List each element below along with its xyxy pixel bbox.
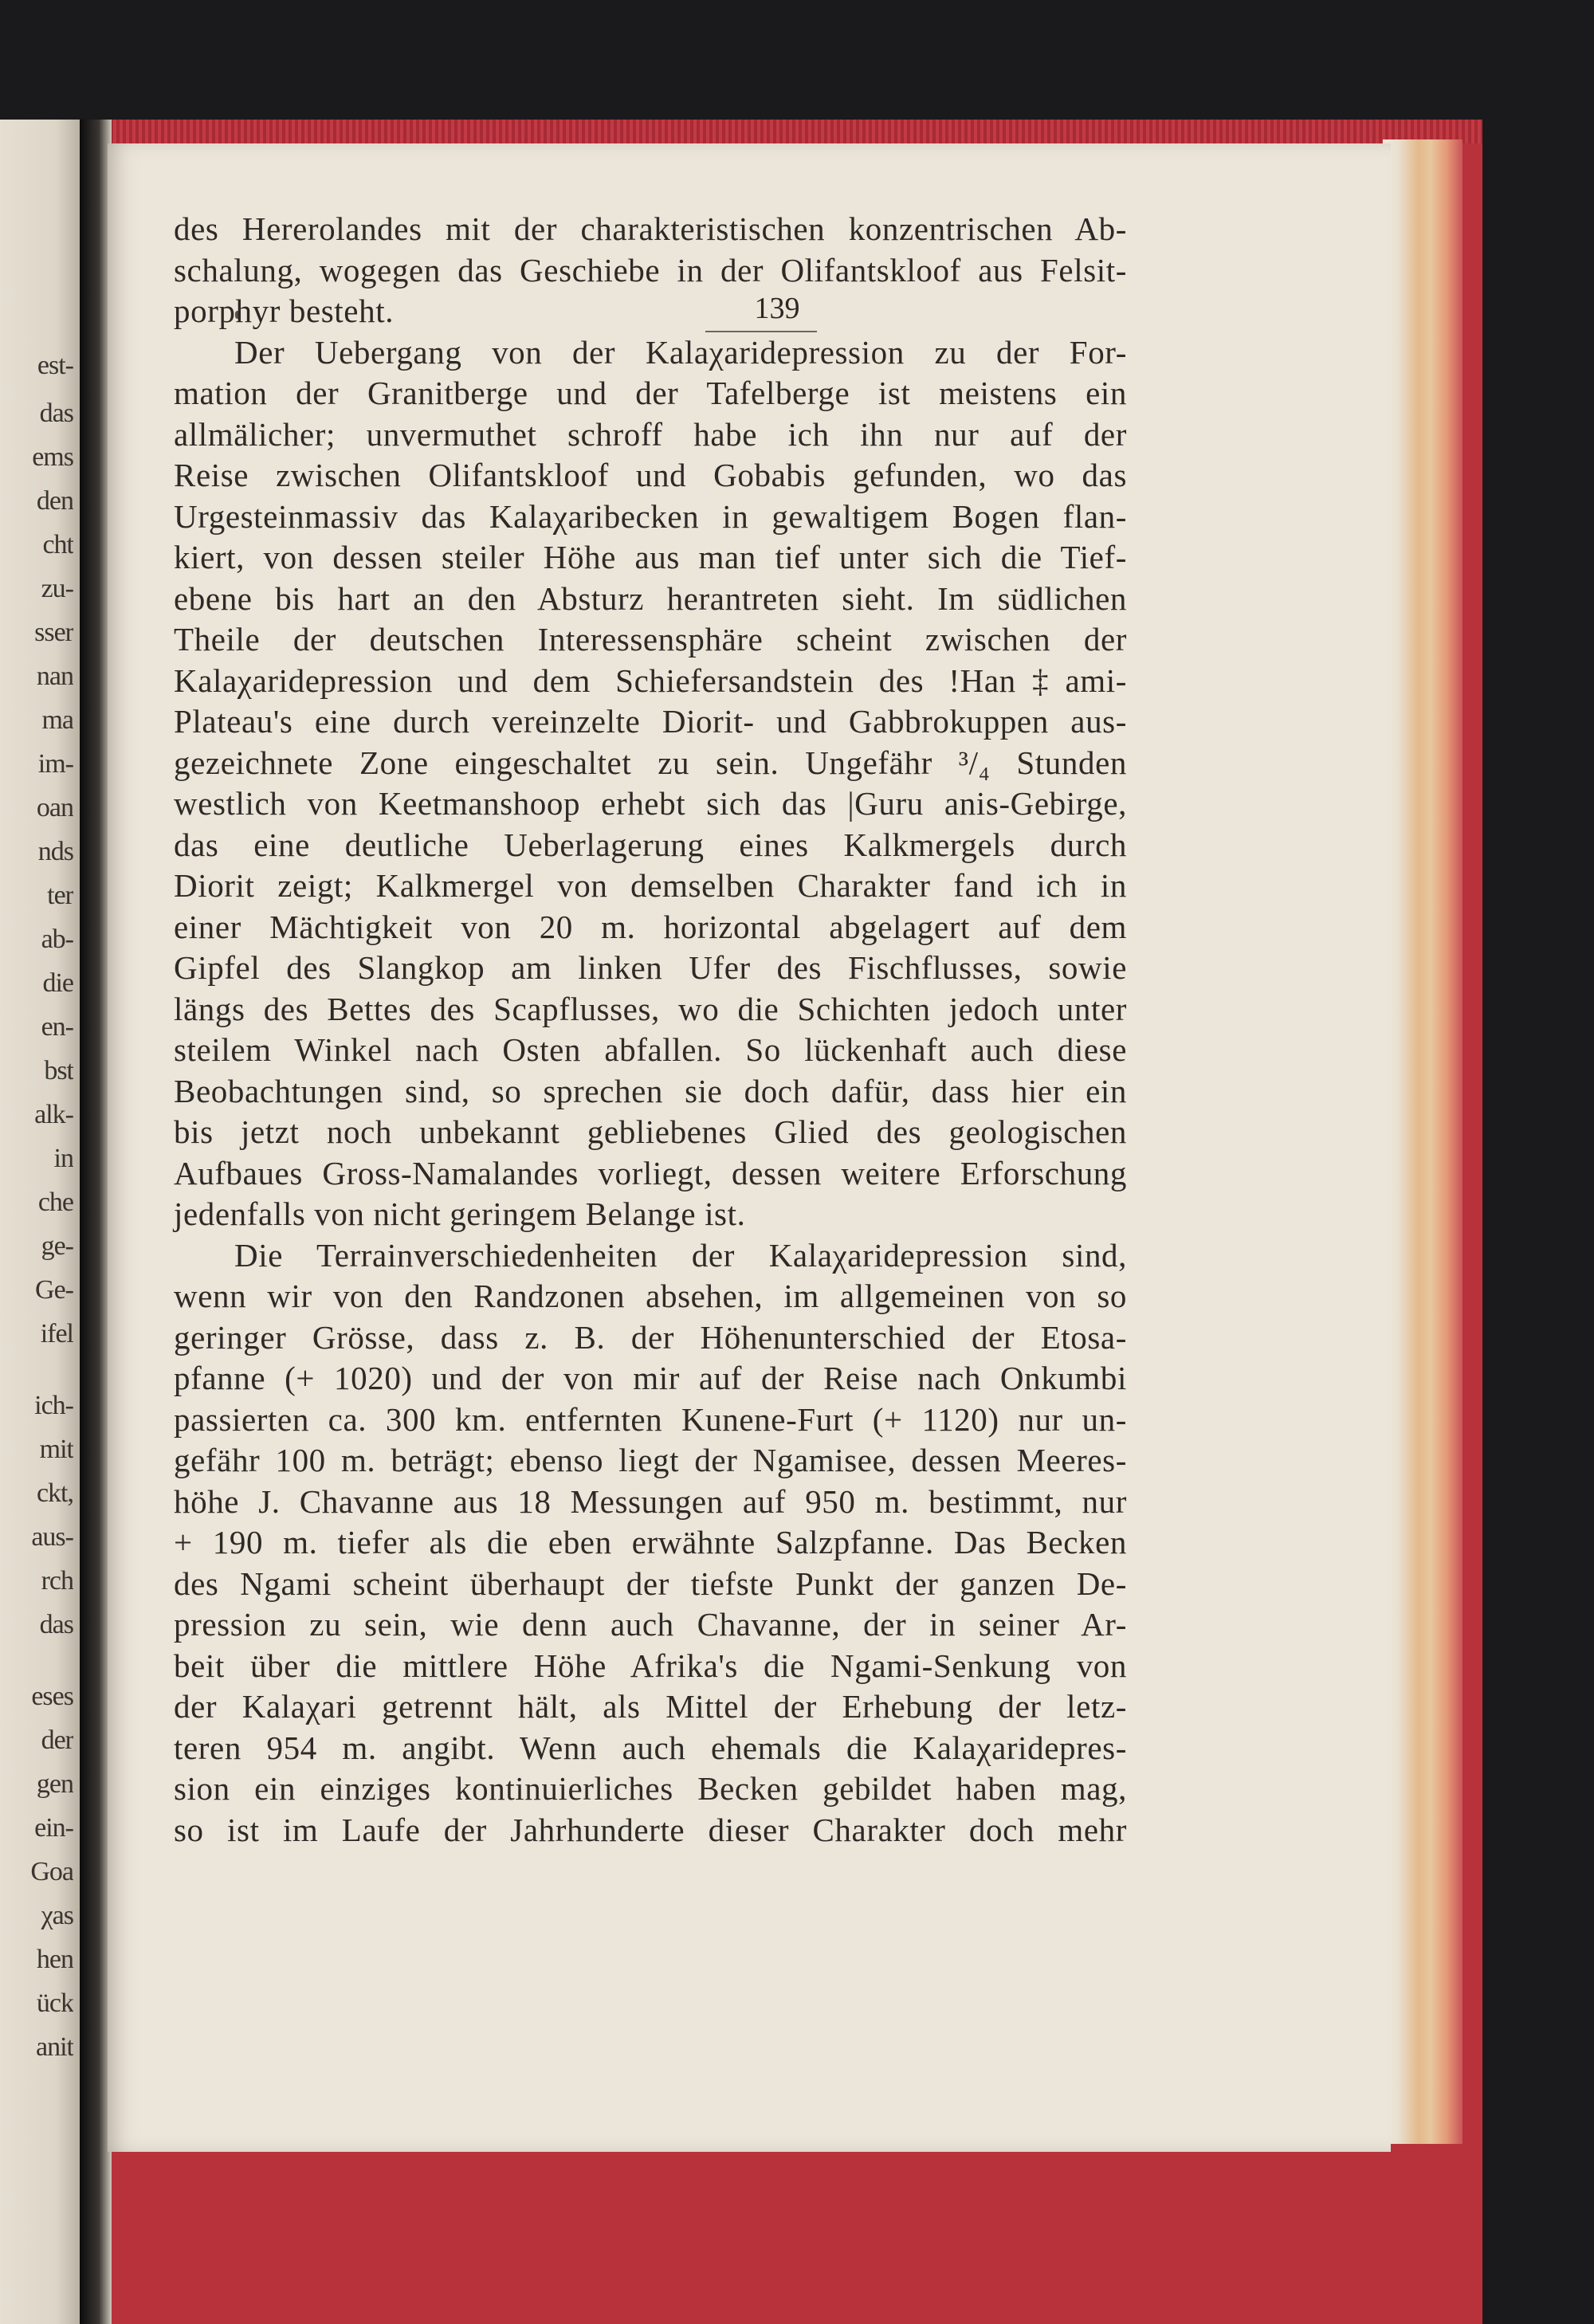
previous-page-fragment: ifel <box>40 1319 73 1348</box>
text-line: schalung, wogegen das Geschiebe in der Olifantskloof aus Felsit- <box>174 251 1127 289</box>
text-line: gefähr 100 m. beträgt; ebenso liegt der Ngamisee, dessen Meeres- <box>174 1442 1127 1478</box>
previous-page-fragment: aus- <box>31 1522 73 1552</box>
text-line: passierten ca. 300 km. entfernten Kunene-Furt (+ 1120) nur un- <box>174 1400 1127 1438</box>
text-line: westlich von Keetmanshoop erhebt sich das |Guru anis-Gebirge, <box>174 785 1127 822</box>
previous-page-fragment: ück <box>36 1988 73 2018</box>
previous-page-fragment: cht <box>42 530 73 559</box>
previous-page-fragment: nan <box>36 661 73 691</box>
text-line: teren 954 m. angibt. Wenn auch ehemals die Kalaχaridepres- <box>174 1729 1127 1766</box>
text-line: Theile der deutschen Interessensphäre scheint zwischen der <box>174 621 1127 658</box>
previous-page-fragment: ckt, <box>36 1478 73 1508</box>
text-line: Urgesteinmassiv das Kalaχaribecken in gewaltigem Bogen flan- <box>174 497 1127 535</box>
previous-page-fragment: che <box>37 1188 73 1217</box>
text-line: höhe J. Chavanne aus 18 Messungen auf 950 m. bestimmt, nur <box>174 1482 1127 1520</box>
text-line: Gipfel des Slangkop am linken Ufer des Fischflusses, sowie <box>174 949 1127 986</box>
text-line: so ist im Laufe der Jahrhunderte dieser Charakter doch mehr <box>174 1811 1127 1848</box>
previous-page-fragment: in <box>53 1144 73 1173</box>
text-line: sion ein einziges kontinuierliches Becken gebildet haben mag, <box>174 1770 1127 1807</box>
text-line: allmälicher; unvermuthet schroff habe ich ihn nur auf der <box>174 415 1127 453</box>
page-edges <box>1383 139 1462 2144</box>
previous-page-fragment: Goa <box>30 1857 73 1886</box>
text-line: steilem Winkel nach Osten abfallen. So lückenhaft auch diese <box>174 1031 1127 1068</box>
previous-page-fragment: mit <box>39 1435 73 1464</box>
text-line: gezeichnete Zone eingeschaltet zu sein. Ungefähr ³/₄ Stunden <box>174 744 1127 781</box>
previous-page-fragment: ems <box>32 442 73 472</box>
previous-page-fragment: oan <box>36 793 73 822</box>
previous-page-fragment: sser <box>34 618 73 647</box>
text-line: des Ngami scheint überhaupt der tiefste Punkt der ganzen De- <box>174 1564 1127 1602</box>
text-line: Beobachtungen sind, so sprechen sie doch dafür, dass hier ein <box>174 1072 1127 1109</box>
previous-page-fragment: der <box>41 1725 73 1755</box>
text-line: Aufbaues Gross-Namalandes vorliegt, dessen weitere Erforschung <box>174 1154 1127 1191</box>
text-line: pression zu sein, wie denn auch Chavanne, der in seiner Ar- <box>174 1606 1127 1643</box>
text-line: jedenfalls von nicht geringem Belange ist. <box>174 1195 746 1232</box>
previous-page-fragment: ma <box>41 705 73 735</box>
previous-page-fragment: eses <box>31 1682 73 1711</box>
body-text <box>174 209 1127 1851</box>
text-line: Kalaχaridepression und dem Schiefersandstein des !Han‡ami- <box>174 661 1127 699</box>
text-line: mation der Granitberge und der Tafelberge ist meistens ein <box>174 375 1127 411</box>
text-line: kiert, von dessen steiler Höhe aus man tief unter sich die Tief- <box>174 539 1127 575</box>
text-line: bis jetzt noch unbekannt gebliebenes Glied des geologischen <box>174 1113 1127 1150</box>
text-line: das eine deutliche Ueberlagerung eines Kalkmergels durch <box>174 826 1127 863</box>
text-line: des Hererolandes mit der charakteristischen konzentrischen Ab- <box>174 210 1127 247</box>
previous-page-fragment: das <box>39 1610 73 1639</box>
text-line: Plateau's eine durch vereinzelte Diorit- und Gabbrokuppen aus- <box>174 703 1127 740</box>
previous-page-fragment: Ge- <box>35 1275 73 1305</box>
book-gutter <box>80 120 112 2324</box>
text-line: Diorit zeigt; Kalkmergel von demselben Charakter fand ich in <box>174 867 1127 904</box>
text-line: Die Terrainverschiedenheiten der Kalaχaridepression sind, <box>234 1236 1127 1274</box>
text-line: geringer Grösse, dass z. B. der Höhenunterschied der Etosa- <box>174 1318 1127 1356</box>
page-number: 139 <box>754 292 800 325</box>
cover-edge <box>94 120 1482 143</box>
previous-page-fragment: en- <box>41 1012 73 1042</box>
previous-page-fragment: zu- <box>41 574 73 603</box>
previous-page-fragment: est- <box>37 351 73 380</box>
previous-page-fragment: bst <box>44 1056 73 1085</box>
text-line: + 190 m. tiefer als die eben erwähnte Salzpfanne. Das Becken <box>174 1524 1127 1560</box>
previous-page-fragment: die <box>42 968 73 998</box>
previous-page-fragment: im- <box>37 749 73 779</box>
text-line: porphyr besteht. <box>174 292 395 329</box>
previous-page-fragment: ab- <box>41 924 73 954</box>
previous-page-fragment: das <box>39 398 73 428</box>
previous-page-fragment: hen <box>36 1945 73 1974</box>
text-line: einer Mächtigkeit von 20 m. horizontal abgelagert auf dem <box>174 908 1127 945</box>
previous-page-fragment: nds <box>37 837 73 866</box>
text-line: wenn wir von den Randzonen absehen, im allgemeinen von so <box>174 1278 1127 1314</box>
previous-page-fragment: ich- <box>34 1391 73 1420</box>
previous-page-fragment: χas <box>41 1901 73 1930</box>
previous-page-fragment: ter <box>47 881 73 910</box>
previous-page-fragment: alk- <box>34 1100 73 1129</box>
text-line: ebene bis hart an den Absturz herantreten sieht. Im südlichen <box>174 579 1127 617</box>
text-line: längs des Bettes des Scapflusses, wo die Schichten jedoch unter <box>174 990 1127 1027</box>
previous-page-fragment: den <box>36 486 73 516</box>
text-line: Der Uebergang von der Kalaχaridepression zu der For- <box>234 333 1127 371</box>
previous-page-fragment: ein- <box>34 1813 73 1843</box>
previous-page-fragment: ge- <box>41 1231 73 1261</box>
previous-page-fragment: gen <box>36 1769 73 1799</box>
previous-page-fragment: rch <box>41 1566 73 1596</box>
text-line: beit über die mittlere Höhe Afrika's die Ngami-Senkung von <box>174 1647 1127 1684</box>
text-line: pfanne (+ 1020) und der von mir auf der Reise nach Onkumbi <box>174 1360 1127 1396</box>
text-line: Reise zwischen Olifantskloof und Gobabis gefunden, wo das <box>174 457 1127 493</box>
previous-page-fragment: anit <box>36 2032 73 2062</box>
text-line: der Kalaχari getrennt hält, als Mittel der Erhebung der letz- <box>174 1688 1127 1725</box>
